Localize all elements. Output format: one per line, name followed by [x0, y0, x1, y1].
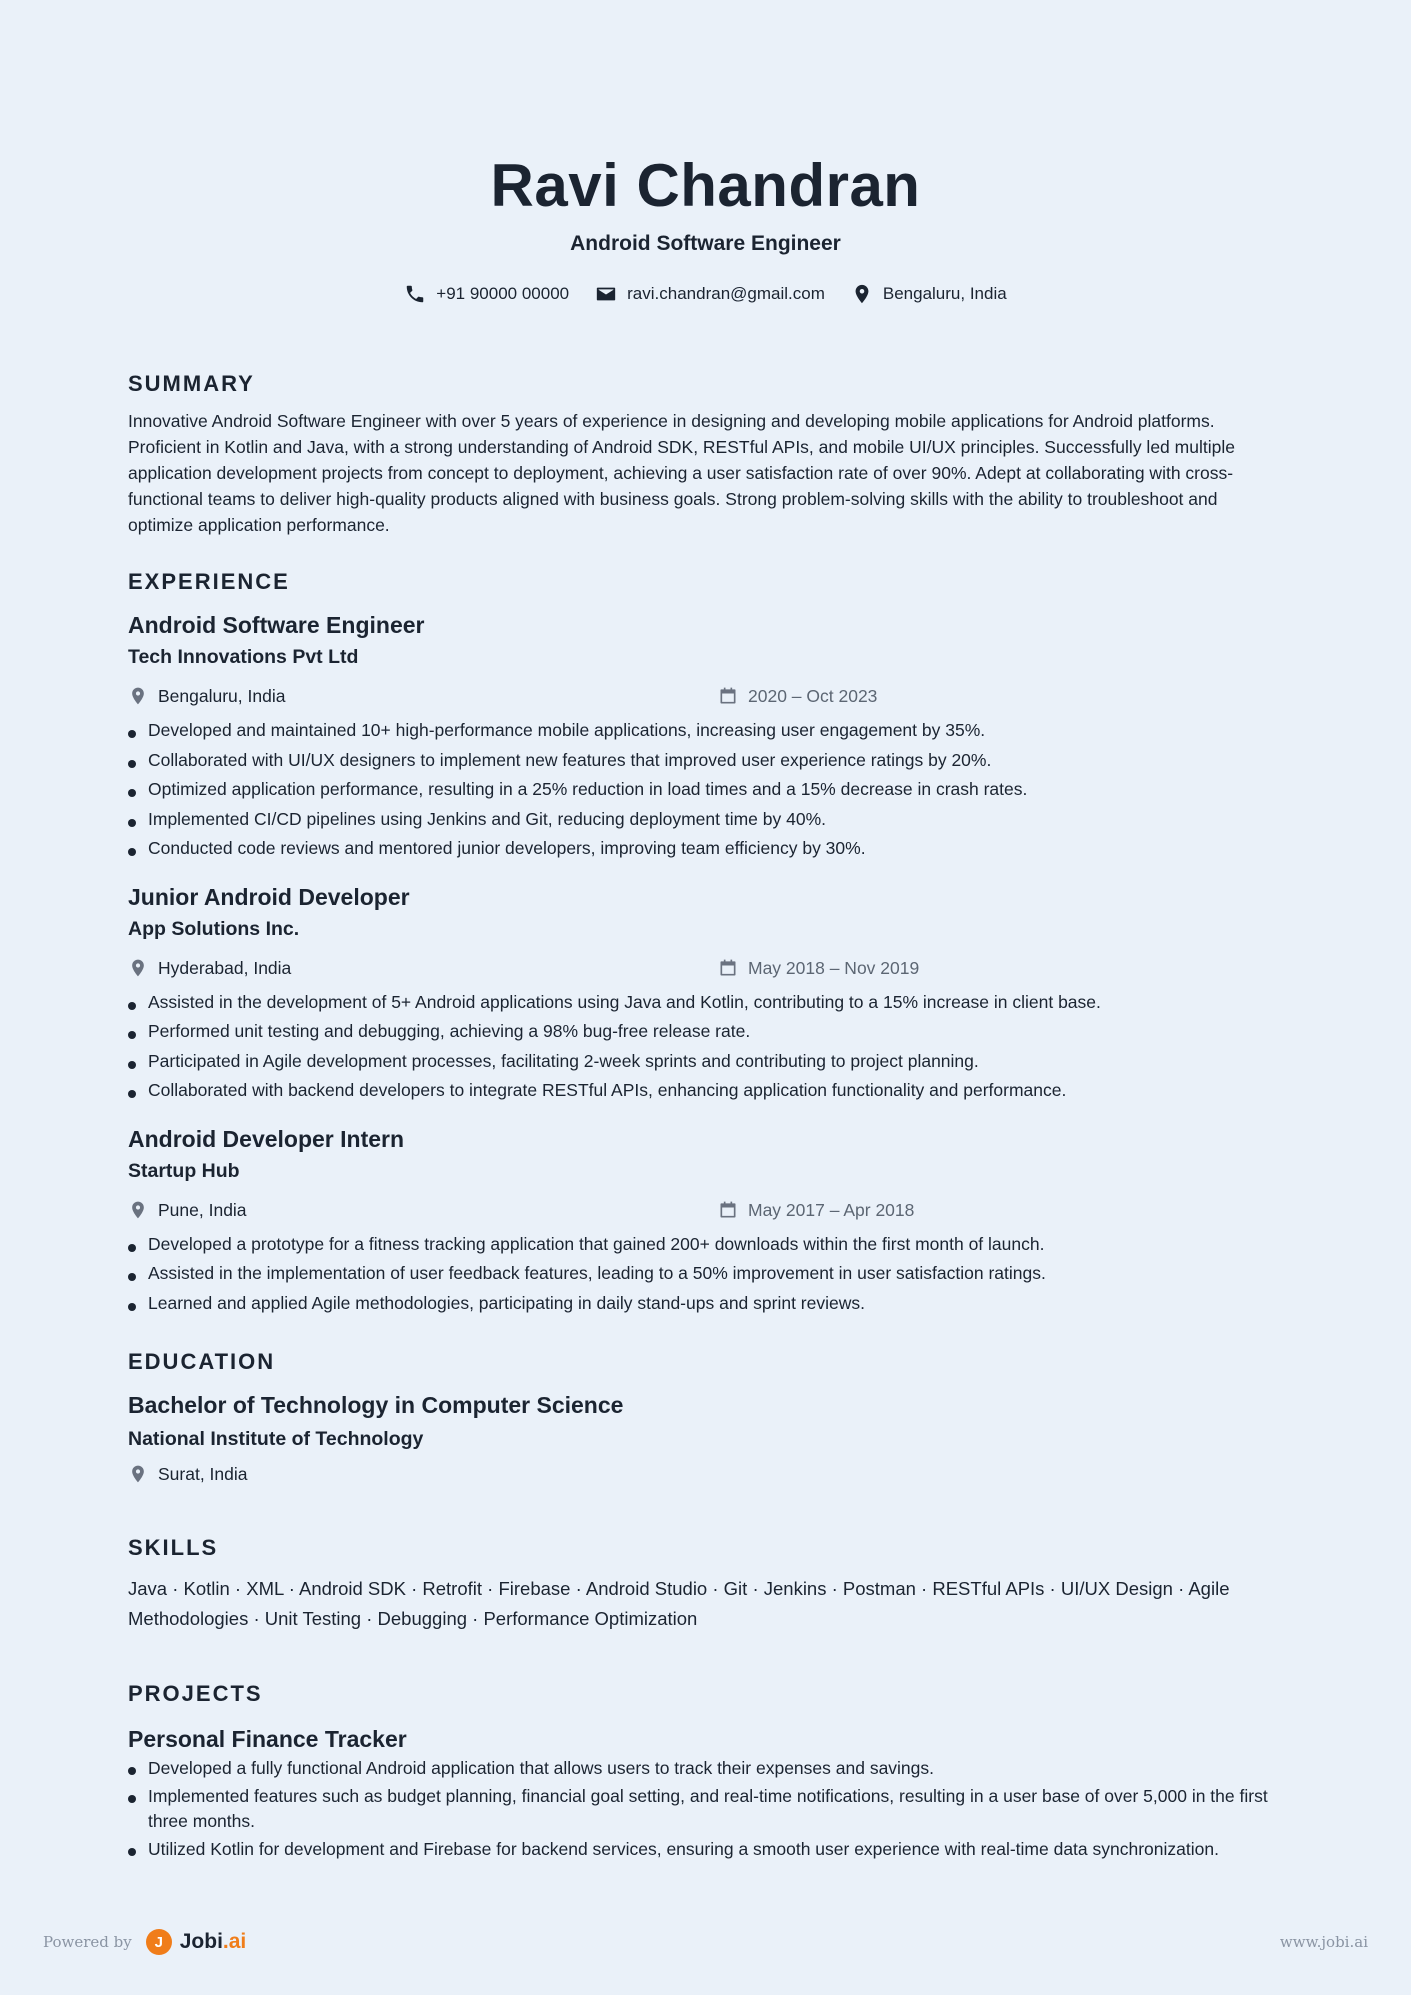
- phone-text: +91 90000 00000: [436, 284, 570, 303]
- bullet-item: Conducted code reviews and mentored junior developers, improving team efficiency by 30%.: [128, 834, 1283, 864]
- bullet-item: Assisted in the development of 5+ Android applications using Java and Kotlin, contributing to a 15% increase in client base.: [128, 988, 1283, 1018]
- resume-header: [128, 0, 1283, 306]
- bullet-item: Participated in Agile development processes, facilitating 2-week sprints and contributing to project planning.: [128, 1047, 1283, 1077]
- brand-name: Jobi: [179, 1930, 223, 1953]
- job-title: Android Developer Intern: [128, 1125, 405, 1152]
- candidate-role: Android Software Engineer: [570, 232, 841, 255]
- bullet-item: Performed unit testing and debugging, achieving a 98% bug-free release rate.: [128, 1017, 1283, 1047]
- powered-by-label: Powered by: [43, 1933, 132, 1951]
- job-dates: [718, 684, 877, 708]
- summary-section: [128, 370, 1283, 538]
- page-footer: [43, 1929, 1368, 1955]
- degree-title: Bachelor of Technology in Computer Science: [128, 1392, 624, 1418]
- calendar-icon: [718, 958, 738, 978]
- contact-phone: [404, 282, 569, 306]
- job-location-text: Hyderabad, India: [158, 957, 292, 978]
- contact-row: [128, 282, 1283, 306]
- job-entry: [128, 610, 1283, 864]
- contact-email[interactable]: [595, 282, 825, 306]
- job-entry: [128, 1124, 1283, 1319]
- section-title-summary: SUMMARY: [128, 371, 255, 396]
- skills-text: Java · Kotlin · XML · Android SDK · Retrofit · Firebase · Android Studio · Git · Jenkins · Postman · RESTful APIs · UI/UX Design · Agile Methodologies · Unit Testing · Debugging · Performance Optimization: [128, 1578, 1230, 1629]
- bullet-item: Utilized Kotlin for development and Firebase for backend services, ensuring a smooth user experience with real-time data synchronization.: [128, 1837, 1283, 1862]
- jobi-logo-icon: J: [146, 1929, 172, 1955]
- job-meta: [128, 956, 1283, 980]
- summary-text: Innovative Android Software Engineer with over 5 years of experience in designing and developing mobile applications for Android platforms. Proficient in Kotlin and Java, with a strong understanding of Android SDK, RESTful APIs, and mobile UI/UX principles. Successfully led multiple application development projects from concept to deployment, achieving a user satisfaction rate of over 90%. Adept at collaborating with cross-functional teams to deliver high-quality products aligned with business goals. Strong problem-solving skills with the ability to troubleshoot and optimize application performance.: [128, 411, 1235, 535]
- location-pin-icon: [128, 1200, 148, 1220]
- job-entry: [128, 882, 1283, 1106]
- section-title-education: EDUCATION: [128, 1349, 276, 1374]
- bullet-item: Assisted in the implementation of user feedback features, leading to a 50% improvement in user satisfaction ratings.: [128, 1259, 1283, 1289]
- job-meta: [128, 684, 1283, 708]
- job-dates-text: 2020 – Oct 2023: [748, 686, 878, 706]
- job-dates-text: May 2017 – Apr 2018: [748, 1199, 915, 1220]
- bullet-item: Collaborated with UI/UX designers to implement new features that improved user experience ratings by 20%.: [128, 746, 1283, 776]
- bullet-item: Developed a fully functional Android application that allows users to track their expenses and savings.: [128, 1756, 1283, 1781]
- calendar-icon: [718, 686, 738, 706]
- project-bullets: [128, 1756, 1283, 1862]
- site-link[interactable]: www.jobi.ai: [1279, 1933, 1368, 1951]
- location-pin-icon: [128, 686, 148, 706]
- mail-icon: [595, 283, 617, 305]
- project-name: Personal Finance Tracker: [128, 1726, 407, 1752]
- job-bullets: [128, 1230, 1283, 1319]
- education-section: [128, 1348, 1283, 1486]
- bullet-item: Collaborated with backend developers to integrate RESTful APIs, enhancing application functionality and performance.: [128, 1076, 1283, 1106]
- job-bullets: [128, 988, 1283, 1106]
- job-location-text: Pune, India: [158, 1199, 247, 1220]
- job-dates-text: May 2018 – Nov 2019: [748, 957, 920, 978]
- company-name: Tech Innovations Pvt Ltd: [128, 646, 359, 668]
- bullet-item: Implemented features such as budget planning, financial goal setting, and real-time notifications, resulting in a user base of over 5,000 in the first three months.: [128, 1784, 1283, 1834]
- bullet-item: Implemented CI/CD pipelines using Jenkins and Git, reducing deployment time by 40%.: [128, 805, 1283, 835]
- education-location-text: Surat, India: [158, 1464, 248, 1484]
- resume-page: [128, 0, 1283, 1865]
- education-location: [128, 1462, 718, 1486]
- section-title-experience: EXPERIENCE: [128, 569, 290, 594]
- bullet-item: Developed and maintained 10+ high-performance mobile applications, increasing user engagement by 35%.: [128, 716, 1283, 746]
- job-dates: [718, 1198, 914, 1222]
- contact-location: [851, 282, 1007, 306]
- section-title-projects: PROJECTS: [128, 1681, 263, 1706]
- job-location-text: Bengaluru, India: [158, 686, 286, 706]
- skills-section: [128, 1534, 1283, 1634]
- projects-section: [128, 1680, 1283, 1862]
- job-meta: [128, 1198, 1283, 1222]
- company-name: Startup Hub: [128, 1159, 240, 1182]
- brand-logo[interactable]: [146, 1929, 247, 1955]
- company-name: App Solutions Inc.: [128, 917, 300, 940]
- powered-by: [43, 1929, 246, 1955]
- experience-section: [128, 568, 1283, 1318]
- job-location: [128, 1198, 718, 1222]
- job-dates: [718, 956, 919, 980]
- calendar-icon: [718, 1200, 738, 1220]
- bullet-item: Developed a prototype for a fitness tracking application that gained 200+ downloads within the first month of launch.: [128, 1230, 1283, 1260]
- job-title: Junior Android Developer: [128, 883, 410, 910]
- email-text[interactable]: ravi.chandran@gmail.com: [627, 284, 825, 303]
- section-title-skills: SKILLS: [128, 1535, 219, 1560]
- location-text: Bengaluru, India: [882, 284, 1007, 303]
- job-location: [128, 956, 718, 980]
- brand-suffix: .ai: [222, 1930, 247, 1953]
- job-title: Android Software Engineer: [128, 612, 425, 638]
- location-pin-icon: [128, 1464, 148, 1484]
- job-bullets: [128, 716, 1283, 864]
- phone-icon: [404, 283, 426, 305]
- candidate-name: Ravi Chandran: [490, 152, 921, 219]
- location-pin-icon: [128, 958, 148, 978]
- location-pin-icon: [851, 283, 873, 305]
- job-location: [128, 684, 718, 708]
- education-meta: [128, 1462, 1283, 1486]
- bullet-item: Learned and applied Agile methodologies, participating in daily stand-ups and sprint reviews.: [128, 1289, 1283, 1319]
- school-name: National Institute of Technology: [128, 1428, 424, 1450]
- bullet-item: Optimized application performance, resulting in a 25% reduction in load times and a 15% decrease in crash rates.: [128, 775, 1283, 805]
